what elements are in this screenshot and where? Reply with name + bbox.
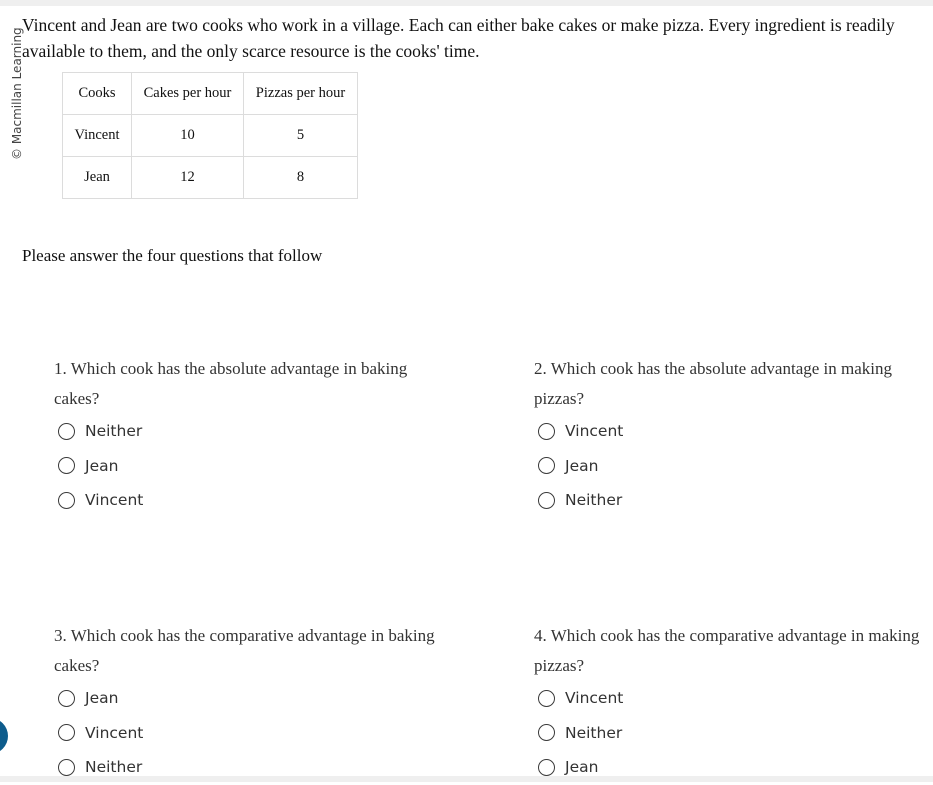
column-header: Cooks xyxy=(63,73,132,115)
option-label[interactable]: Jean xyxy=(565,758,599,777)
top-divider xyxy=(0,0,933,6)
production-table xyxy=(62,72,358,199)
option-row[interactable] xyxy=(534,414,924,449)
table-cell: Vincent xyxy=(63,115,132,157)
table-row xyxy=(63,115,358,157)
question-1 xyxy=(54,354,444,518)
radio-button[interactable] xyxy=(58,690,75,707)
option-row[interactable] xyxy=(534,449,924,484)
option-row[interactable] xyxy=(54,483,444,518)
question-text: 2. Which cook has the absolute advantage in making pizzas? xyxy=(534,359,893,408)
table-cell: Jean xyxy=(63,157,132,199)
radio-button[interactable] xyxy=(58,423,75,440)
instructions-text: Please answer the four questions that follow xyxy=(22,246,323,265)
option-label[interactable]: Jean xyxy=(85,689,119,708)
option-row[interactable] xyxy=(54,716,444,751)
radio-button[interactable] xyxy=(538,423,555,440)
question-4 xyxy=(534,621,924,785)
radio-button[interactable] xyxy=(58,724,75,741)
option-row[interactable] xyxy=(54,681,444,716)
question-2 xyxy=(534,354,924,518)
table-cell: 8 xyxy=(244,157,358,199)
column-header: Pizzas per hour xyxy=(244,73,358,115)
option-row[interactable] xyxy=(534,483,924,518)
question-text: 3. Which cook has the comparative advantage in baking cakes? xyxy=(54,626,435,675)
radio-button[interactable] xyxy=(538,492,555,509)
question-3 xyxy=(54,621,444,785)
question-text: 1. Which cook has the absolute advantage in baking cakes? xyxy=(54,359,408,408)
table-cell: 12 xyxy=(132,157,244,199)
option-label[interactable]: Jean xyxy=(85,456,119,475)
radio-button[interactable] xyxy=(538,690,555,707)
intro-paragraph: Vincent and Jean are two cooks who work in a village. Each can either bake cakes or make pizza. Every ingredient is readily available to them, and the only scarce resource is the cooks' time. xyxy=(22,15,895,61)
side-tab-indicator[interactable] xyxy=(0,718,8,754)
option-label[interactable]: Neither xyxy=(565,491,623,510)
option-label[interactable]: Vincent xyxy=(565,422,624,441)
table-row xyxy=(63,157,358,199)
option-label[interactable]: Jean xyxy=(565,456,599,475)
radio-button[interactable] xyxy=(58,492,75,509)
option-label[interactable]: Vincent xyxy=(85,491,144,510)
table-cell: 5 xyxy=(244,115,358,157)
option-label[interactable]: Vincent xyxy=(565,689,624,708)
question-text: 4. Which cook has the comparative advantage in making pizzas? xyxy=(534,626,920,675)
radio-button[interactable] xyxy=(538,457,555,474)
bottom-divider xyxy=(0,776,933,782)
option-row[interactable] xyxy=(534,681,924,716)
radio-button[interactable] xyxy=(538,724,555,741)
option-label[interactable]: Neither xyxy=(85,758,143,777)
copyright-watermark: © Macmillan Learning xyxy=(10,27,24,160)
table-header-row xyxy=(63,73,358,115)
radio-button[interactable] xyxy=(58,457,75,474)
option-label[interactable]: Vincent xyxy=(85,723,144,742)
option-label[interactable]: Neither xyxy=(85,422,143,441)
radio-button[interactable] xyxy=(58,759,75,776)
option-row[interactable] xyxy=(54,414,444,449)
option-row[interactable] xyxy=(54,449,444,484)
radio-button[interactable] xyxy=(538,759,555,776)
option-row[interactable] xyxy=(534,716,924,751)
column-header: Cakes per hour xyxy=(132,73,244,115)
table-cell: 10 xyxy=(132,115,244,157)
option-label[interactable]: Neither xyxy=(565,723,623,742)
